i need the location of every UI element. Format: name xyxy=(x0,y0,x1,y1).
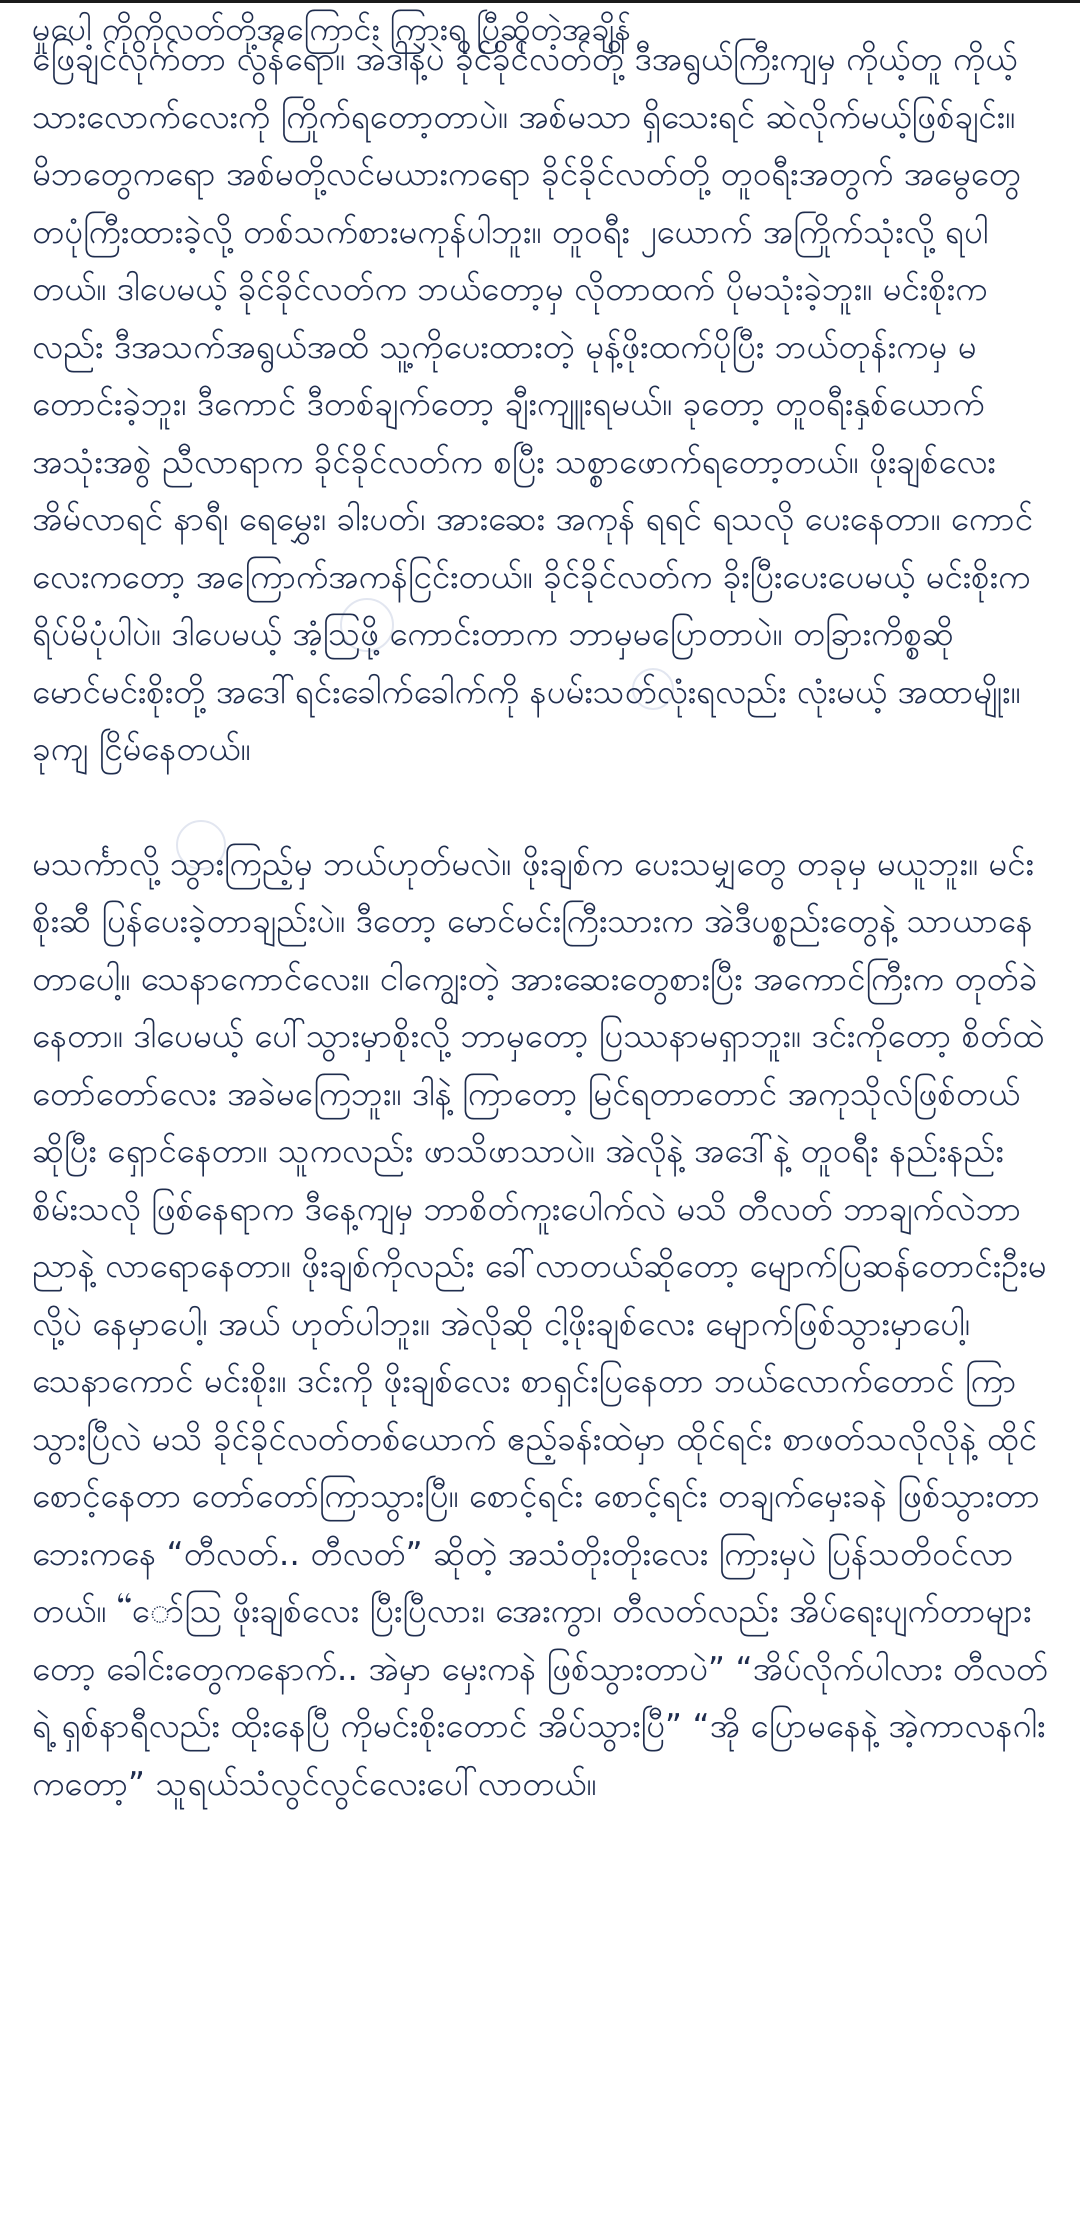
cut-off-line: မှု​ပေါ့​ ကိုကိုလတ်တို့​အကြောင်း​ ​ကြားရ​ ​ပြီဆိုတဲ့အ​ချိန်​ xyxy=(32,10,632,48)
paragraph: ဖြေချင်လိုက်တာ လွန်ရော။ အဲဒါနဲ့ပဲ ခိုင်ခိုင်လတ်တို့ ဒီအရွယ်ကြီးကျမှ ကိုယ့်တူ ကိုယ့်သားလောက်လေးကို ကြိုက်ရတော့တာပဲ။ အစ်မသာ ရှိသေးရင် ဆဲလိုက်မယ့်ဖြစ်ချင်း။ မိဘတွေကရော အစ်မတို့လင်မယားကရော ခိုင်ခိုင်လတ်တို့ တူဝရီးအတွက် အမွေတွေ တပုံကြီးထားခဲ့လို့ တစ်သက်စားမကုန်ပါဘူး။ တူဝရီး ၂ယောက် အကြိုက်သုံးလို့ ရပါတယ်။ ဒါပေမယ့် ခိုင်ခိုင်လတ်က ဘယ်တော့မှ လိုတာထက် ပိုမသုံးခဲ့ဘူး။ မင်းစိုးကလည်း ဒီအသက်အရွယ်အထိ သူ့ကိုပေးထားတဲ့ မုန့်ဖိုးထက်ပိုပြီး ဘယ်တုန်းကမှ မတောင်းခဲ့ဘူး၊ ဒီကောင် ဒီတစ်ချက်တော့ ချီးကျူးရမယ်။ ခုတော့ တူဝရီးနှစ်ယောက်အသုံးအစွဲ ညီလာရာက ခိုင်ခိုင်လတ်က စပြီး သစ္စာဖောက်ရတော့တယ်။ ဖိုးချစ်လေး အိမ်လာရင် နာရီ၊ ရေမွှေး၊ ခါးပတ်၊ အားဆေး အကုန် ရရင် ရသလို ပေးနေတာ။ ကောင်လေးကတော့ အကြောက်အကန်ငြင်းတယ်။ ခိုင်ခိုင်လတ်က ခိုးပြီးပေးပေမယ့် မင်းစိုးက ရိပ်မိပုံပါပဲ။ ဒါပေမယ့် အံ့သြဖို့ ကောင်းတာက ဘာမှမပြောတာပဲ။ တခြားကိစ္စဆို မောင်မင်းစိုးတို့ အဒေါ်ရင်းခေါက်ခေါက်ကို နပမ်းသတ်လုံးရလည်း လုံးမယ့် အထာမျိုး။ ခုကျ ငြိမ်နေတယ်။ xyxy=(32,39,1033,768)
reader-content[interactable] xyxy=(32,0,1048,2231)
paragraph: မသင်္ကာလို့ သွားကြည့်မှ ဘယ်ဟုတ်မလဲ။ ဖိုးချစ်က ပေးသမျှတွေ တခုမှ မယူဘူး။ မင်းစိုးဆီ ပြန်ပေးခဲ့တာချည်းပဲ။ ဒီတော့ မောင်မင်းကြီးသားက အဲဒီပစ္စည်းတွေနဲ့ သာယာနေတာပေါ့။ သေနာကောင်လေး။ ငါကျွေးတဲ့ အားဆေးတွေစားပြီး အကောင်ကြီးက တုတ်ခဲနေတာ။ ဒါပေမယ့် ပေါ်သွားမှာစိုးလို့ ဘာမှတော့ ပြဿနာမရှာဘူး။ ဒင်းကိုတော့ စိတ်ထဲ တော်တော်လေး အခဲမကြေဘူး။ ဒါနဲ့ ကြာတော့ မြင်ရတာတောင် အကုသိုလ်ဖြစ်တယ်ဆိုပြီး ရှောင်နေတာ။ သူကလည်း ဖာသိဖာသာပဲ။ အဲလိုနဲ့ အဒေါ်နဲ့ တူဝရီး နည်းနည်းစိမ်းသလို ဖြစ်နေရာက ဒီနေ့ကျမှ ဘာစိတ်ကူးပေါက်လဲ မသိ တီလတ် ဘာချက်လဲဘာညာနဲ့ လာရောနေတာ။ ဖိုးချစ်ကိုလည်း ခေါ်လာတယ်ဆိုတော့ မျောက်ပြဆန်တောင်းဦးမလို့ပဲ နေမှာပေါ့၊ အယ် ဟုတ်ပါဘူး။ အဲလိုဆို ငါ့ဖိုးချစ်လေး မျောက်ဖြစ်သွားမှာပေါ့၊ သေနာကောင် မင်းစိုး။ ဒင်းကို ဖိုးချစ်လေး စာရှင်းပြနေတာ ဘယ်လောက်တောင် ကြာသွားပြီလဲ မသိ ခိုင်ခိုင်လတ်တစ်ယောက် ဧည့်ခန်းထဲမှာ ထိုင်ရင်း စာဖတ်သလိုလိုနဲ့ ထိုင်စောင့်နေတာ တော်တော်ကြာသွားပြီ။ စောင့်ရင်း စောင့်ရင်း တချက်မှေးခနဲ ဖြစ်သွားတာ ဘေးကနေ “တီလတ်.. တီလတ်” ဆိုတဲ့ အသံတိုးတိုးလေး ကြားမှပဲ ပြန်သတိဝင်လာတယ်။ “ော်ဩ ဖိုးချစ်လေး ပြီးပြီလား၊ အေးကွာ၊ တီလတ်လည်း အိပ်ရေးပျက်တာများတော့ ခေါင်းတွေကနောက်.. အဲမှာ မှေးကနဲ ဖြစ်သွားတာပဲ” “အိပ်လိုက်ပါလား တီလတ်ရဲ့ ရှစ်နာရီလည်း ထိုးနေပြီ ကိုမင်းစိုးတောင် အိပ်သွားပြီ” “အို ပြောမနေနဲ့ အဲ့ကာလနဂါးကတော့” သူရယ်သံလွင်လွင်လေးပေါ်လာတယ်။ xyxy=(32,843,1049,1803)
